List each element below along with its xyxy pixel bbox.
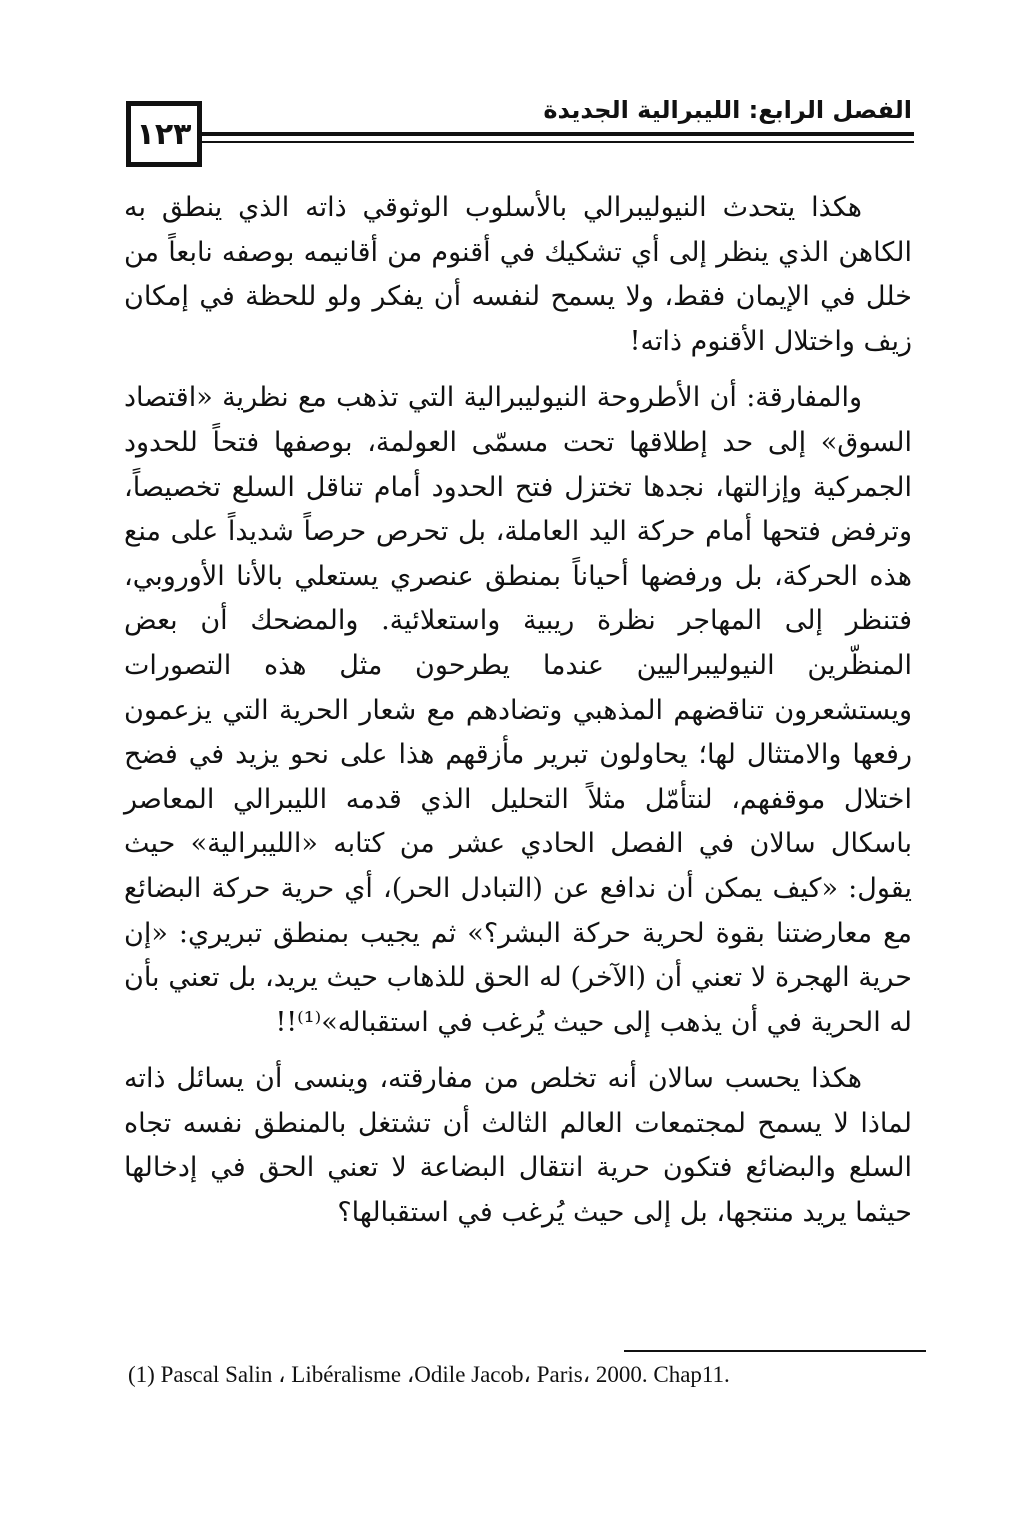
footnote: (1) Pascal Salin ، Libéralisme ،Odile Jacob، Paris، 2000. Chap11.	[128, 1362, 730, 1387]
page-number: ١٢٣	[136, 116, 192, 152]
header-rule-thick	[200, 132, 914, 136]
paragraph-3: هكذا يحسب سالان أنه تخلص من مفارقته، وينسى أن يسائل ذاته لماذا لا يسمح لمجتمعات العالم الثالث أن تشتغل بالمنطق نفسه تجاه السلع والبضائع فتكون حرية انتقال البضاعة لا تعني الحق في إدخالها حيثما يريد منتجها، بل إلى حيث يُرغب في استقبالها؟	[124, 1063, 912, 1229]
page-number-box	[126, 101, 202, 167]
chapter-title: الفصل الرابع: الليبرالية الجديدة	[543, 96, 912, 124]
body-text	[124, 186, 912, 1248]
header-rule-thin	[200, 141, 914, 143]
paragraph-1: هكذا يتحدث النيوليبرالي بالأسلوب الوثوقي ذاته الذي ينطق به الكاهن الذي ينظر إلى أي تشكيك في أقنوم من أقانيمه بوصفه نابعاً من خلل في الإيمان فقط، ولا يسمح لنفسه أن يفكر ولو للحظة في إمكان زيف واختلال الأقنوم ذاته!	[124, 192, 912, 357]
footnote-rule	[624, 1350, 926, 1352]
paragraph-2: والمفارقة: أن الأطروحة النيوليبرالية التي تذهب مع نظرية «اقتصاد السوق» إلى حد إطلاقها تحت مسمّى العولمة، بوصفها فتحاً للحدود الجمركية وإزالتها، نجدها تختزل فتح الحدود أمام تناقل السلع تخصيصاً، وترفض فتحها أمام حركة اليد العاملة، بل تحرص حرصاً شديداً على منع هذه الحركة، بل ورفضها أحياناً بمنطق عنصري يستعلي بالأنا الأوروبي، فتنظر إلى المهاجر نظرة ريبية واستعلائية. والمضحك أن بعض المنظّرين النيوليبراليين عندما يطرحون مثل هذه التصورات ويستشعرون تناقضهم المذهبي وتضادهم مع شعار الحرية التي يزعمون رفعها والامتثال لها؛ يحاولون تبرير مأزقهم هذا على نحو يزيد في فضح اختلال موقفهم، لنتأمّل مثلاً التحليل الذي قدمه الليبرالي المعاصر باسكال سالان في الفصل الحادي عشر من كتابه «الليبرالية» حيث يقول: «كيف يمكن أن ندافع عن (التبادل الحر)، أي حرية حركة البضائع مع معارضتنا بقوة لحرية حركة البشر؟» ثم يجيب بمنطق تبريري: «إن حرية الهجرة لا تعني أن (الآخر) له الحق للذهاب حيث يريد، بل تعني بأن له الحرية في أن يذهب إلى حيث يُرغب في استقباله»⁽¹⁾!!	[124, 382, 912, 1038]
